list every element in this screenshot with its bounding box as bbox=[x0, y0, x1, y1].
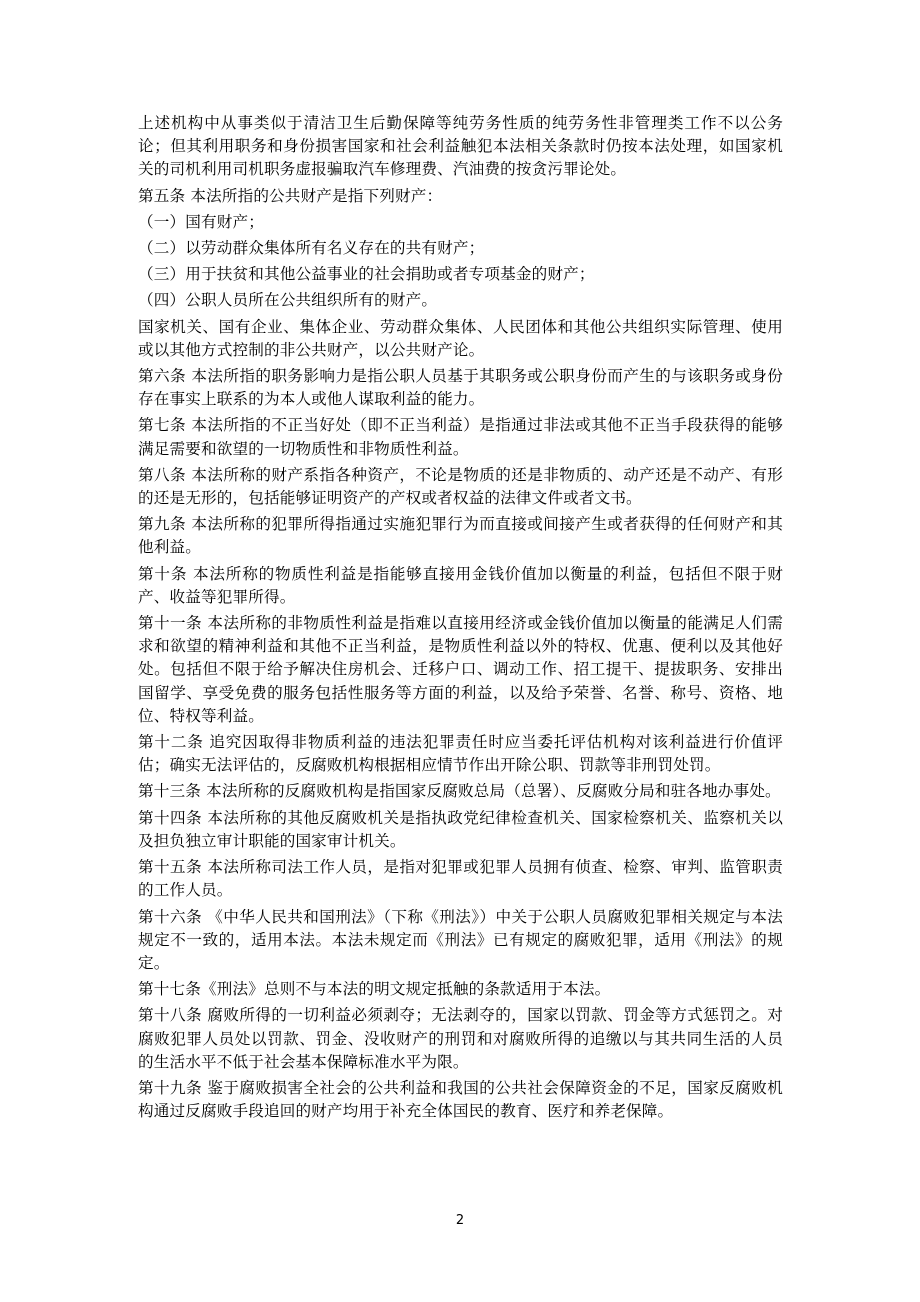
article-10: 第十条 本法所称的物质性利益是指能够直接用金钱价值加以衡量的利益，包括但不限于财产、收益等犯罪所得。 bbox=[138, 564, 783, 606]
article-5-supplement: 国家机关、国有企业、集体企业、劳动群众集体、人民团体和其他公共组织实际管理、使用或以其他方式控制的非公共财产，以公共财产论。 bbox=[138, 317, 783, 359]
document-body bbox=[138, 112, 783, 1126]
article-13: 第十三条 本法所称的反腐败机构是指国家反腐败总局（总署）、反腐败分局和驻各地办事处。 bbox=[138, 782, 781, 801]
article-17: 第十七条《刑法》总则不与本法的明文规定抵触的条款适用于本法。 bbox=[138, 980, 611, 999]
page-number: 2 bbox=[455, 1213, 465, 1228]
article-12: 第十二条 追究因取得非物质利益的违法犯罪责任时应当委托评估机构对该利益进行价值评估；确实无法评估的，反腐败机构根据相应情节作出开除公职、罚款等非刑罚处罚。 bbox=[138, 733, 783, 775]
article-5-item-2: （二）以劳动群众集体所有名义存在的共有财产； bbox=[138, 239, 485, 258]
article-5-heading: 第五条 本法所指的公共财产是指下列财产： bbox=[138, 186, 443, 205]
article-16: 第十六条 《中华人民共和国刑法》（下称《刑法》）中关于公职人员腐败犯罪相关规定与本法规定不一致的，适用本法。本法未规定而《刑法》已有规定的腐败犯罪，适用《刑法》的规定。 bbox=[138, 907, 783, 972]
article-8: 第八条 本法所称的财产系指各种资产，不论是物质的还是非物质的、动产还是不动产、有形的还是无形的，包括能够证明资产的产权或者权益的法律文件或者文书。 bbox=[138, 465, 783, 508]
article-19: 第十九条 鉴于腐败损害全社会的公共利益和我国的公共社会保障资金的不足，国家反腐败机构通过反腐败手段追回的财产均用于补充全体国民的教育、医疗和养老保障。 bbox=[138, 1078, 783, 1121]
article-9: 第九条 本法所称的犯罪所得指通过实施犯罪行为而直接或间接产生或者获得的任何财产和其他利益。 bbox=[138, 515, 783, 557]
article-15: 第十五条 本法所称司法工作人员，是指对犯罪或犯罪人员拥有侦查、检察、审判、监管职责的工作人员。 bbox=[138, 858, 783, 900]
article-11: 第十一条 本法所称的非物质性利益是指难以直接用经济或金钱价值加以衡量的能满足人们需求和欲望的精神利益和其他不正当利益，是物质性利益以外的特权、优惠、便利以及其他好处。包括但不限于给予解决住房机会、迁移户口、调动工作、招工提干、提拔职务、安排出国留学、享受免费的服务包括性服务等方面的利益，以及给予荣誉、名誉、称号、资格、地位、特权等利益。 bbox=[138, 614, 783, 725]
article-5-item-4: （四）公职人员所在公共组织所有的财产。 bbox=[138, 291, 438, 310]
article-5-item-1: （一）国有财产； bbox=[138, 212, 264, 231]
article-6: 第六条 本法所指的职务影响力是指公职人员基于其职务或公职身份而产生的与该职务或身份存在事实上联系的为本人或他人谋取利益的能力。 bbox=[138, 367, 783, 409]
article-5-item-3: （三）用于扶贫和其他公益事业的社会捐助或者专项基金的财产； bbox=[138, 265, 595, 284]
paragraph-1: 上述机构中从事类似于清洁卫生后勤保障等纯劳务性质的纯劳务性非管理类工作不以公务论；但其利用职务和身份损害国家和社会利益触犯本法相关条款时仍按本法处理，如国家机关的司机利用司机职务虚报骗取汽车修理费、汽油费的按贪污罪论处。 bbox=[138, 114, 783, 179]
article-7: 第七条 本法所指的不正当好处（即不正当利益）是指通过非法或其他不正当手段获得的能够满足需要和欲望的一切物质性和非物质性利益。 bbox=[138, 416, 783, 458]
article-14: 第十四条 本法所称的其他反腐败机关是指执政党纪律检查机关、国家检察机关、监察机关以及担负独立审计职能的国家审计机关。 bbox=[138, 808, 783, 850]
article-18: 第十八条 腐败所得的一切利益必须剥夺；无法剥夺的，国家以罚款、罚金等方式惩罚之。对腐败犯罪人员处以罚款、罚金、没收财产的刑罚和对腐败所得的追缴以与其共同生活的人员的生活水平不低于社会基本保障标准水平为限。 bbox=[138, 1006, 783, 1071]
